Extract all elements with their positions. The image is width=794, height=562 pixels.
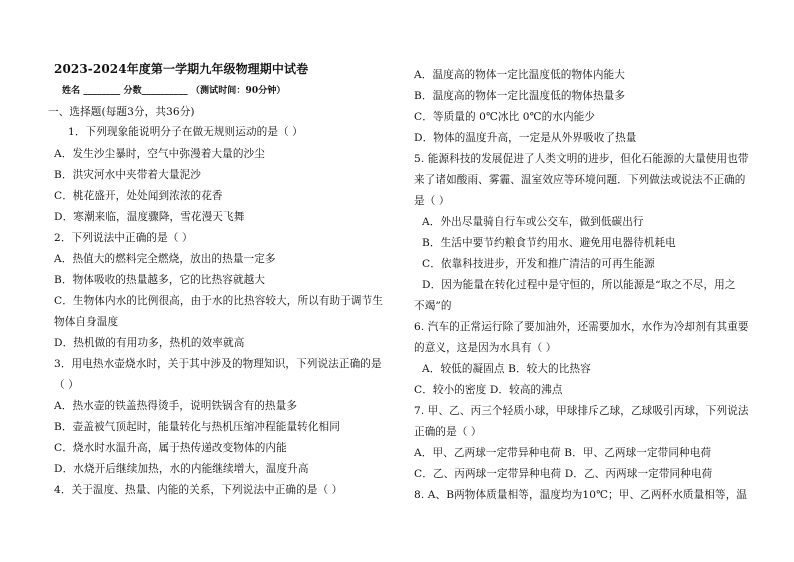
question-2-option-b: B．物体吸收的热量越多，它的比热容就越大 [54,274,266,286]
question-1-option-d: D．寒潮来临，温度骤降，雪花漫天飞舞 [54,211,245,223]
question-6-stem: 6. 汽车的正常运行除了要加油外，还需要加水，水作为冷却剂有其重要 [414,321,749,333]
question-5-option-d-cont: 不竭”的 [414,300,452,312]
question-4-option-b: B．温度高的物体一定比温度低的物体热量多 [414,90,626,102]
question-5-option-c: C．依靠科技进步，开发和推广清洁的可再生能源 [422,258,655,270]
question-7-options-cd: C．乙、丙两球一定带异种电荷 D．乙、丙两球一定带同种电荷 [414,468,713,480]
question-5-option-b: B．生活中要节约粮食节约用水、避免用电器待机耗电 [422,237,676,249]
question-7-options-ab: A．甲、乙两球一定带异种电荷 B．甲、乙两球一定带同种电荷 [414,447,712,459]
question-6-stem-cont: 的意义，这是因为水具有（ ） [414,342,557,354]
question-1-option-b: B．洪灾河水中夹带着大量泥沙 [54,169,201,181]
question-1-option-a: A．发生沙尘暴时，空气中弥漫着大量的沙尘 [54,148,265,160]
question-4-option-d: D．物体的温度升高，一定是从外界吸收了热量 [414,132,637,144]
question-3-option-c: C．烧水时水温升高，属于热传递改变物体的内能 [54,442,287,454]
exam-info-line: 姓名 ________ 分数__________ （测试时间：90分钟） [62,86,286,96]
question-4-option-c: C．等质量的 0℃冰比 0℃的水内能少 [414,111,596,123]
question-1-stem: 1．下列现象能说明分子在做无规则运动的是（ ） [68,126,303,138]
question-2-option-c-cont: 物体自身温度 [54,316,119,328]
question-1-option-c: C．桃花盛开，处处闻到浓浓的花香 [54,190,223,202]
question-2-option-d: D．热机做的有用功多，热机的效率就高 [54,337,245,349]
exam-title: 2023-2024年度第一学期九年级物理期中试卷 [54,62,309,76]
question-2-stem: 2．下列说法中正确的是（ ） [54,232,193,244]
question-3-stem: 3．用电热水壶烧水时，关于其中涉及的物理知识，下列说法正确的是 [54,358,382,370]
question-4-stem: 4．关于温度、热量、内能的关系，下列说法中正确的是（ ） [54,484,343,496]
question-5-stem-cont-2: 是（ ） [414,195,450,207]
question-6-options-ab: A．较低的凝固点 B．较大的比热容 [422,363,591,375]
question-7-stem: 7. 甲、乙、丙三个轻质小球，甲球排斥乙球，乙球吸引丙球，下列说法 [414,405,749,417]
question-3-option-d: D．水烧开后继续加热，水的内能继续增大，温度升高 [54,463,309,475]
question-3-stem-cont: （ ） [54,379,79,391]
question-5-stem: 5. 能源科技的发展促进了人类文明的进步，但化石能源的大量使用也带 [414,153,749,165]
question-8-stem: 8. A、B两物体质量相等，温度均为10℃；甲、乙两杯水质量相等，温 [414,489,748,501]
question-5-option-a: A．外出尽量骑自行车或公交车，做到低碳出行 [422,216,644,228]
question-3-option-b: B．壶盖被气顶起时，能量转化与热机压缩冲程能量转化相同 [54,421,340,433]
question-4-option-a: A．温度高的物体一定比温度低的物体内能大 [414,69,625,81]
question-2-option-a: A．热值大的燃料完全燃烧，放出的热量一定多 [54,253,276,265]
question-2-option-c: C．生物体内水的比例很高，由于水的比热容较大，所以有助于调节生 [54,295,384,307]
question-5-stem-cont: 来了诸如酸雨、雾霾、温室效应等环境问题．下列做法或说法不正确的 [414,174,746,186]
question-3-option-a: A．热水壶的铁盖热得烫手，说明铁锅含有的热量多 [54,400,298,412]
question-5-option-d: D．因为能量在转化过程中是守恒的，所以能源是“取之不尽，用之 [422,279,736,291]
question-6-options-cd: C．较小的密度 D．较高的沸点 [414,384,563,396]
question-7-stem-cont: 正确的是（ ） [414,426,482,438]
section-header: 一、选择题(每题3分，共36分) [48,106,195,118]
